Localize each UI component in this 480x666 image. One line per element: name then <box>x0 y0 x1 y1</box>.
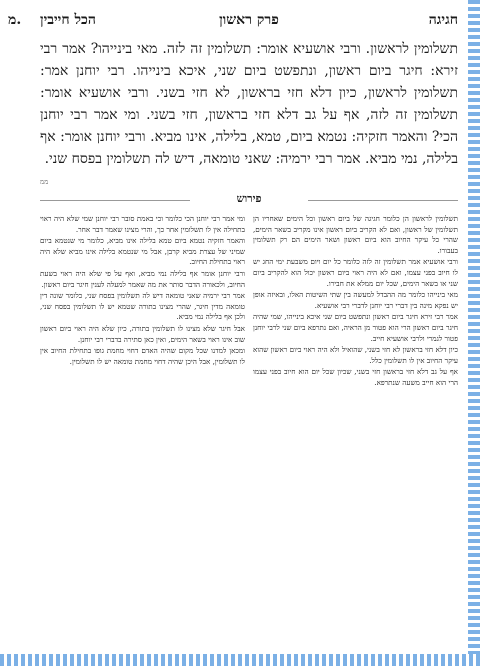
commentary-paragraph: והאמר חזקיה נטמא ביום טמא בלילה אינו מביא, כלומר מי שנטמא ביום שמיני של עצרת מביא קרבן, אבל מי שנטמא בלילה אינו מביא שלא היה ראוי בתחילת החיוב. <box>40 236 245 267</box>
decorative-border-bottom <box>0 654 480 666</box>
commentary-paragraph: אמר רבי ירמיה שאני טומאה דיש לה תשלומין בפסח שני, כלומר שונה דין טומאה מדין חיגר, שהרי מצינו בתורה שטמא יש לו תשלומין בפסח שני, ולכן אף בלילה נמי מביא. <box>40 291 245 322</box>
commentary-paragraph: ורבי יוחנן אומר אף בלילה נמי מביא, ואף על פי שלא היה ראוי בשעת החיוב, ולכאורה הדבר סותר את מה שאמר למעלה לענין חיגר ביום ראשון. <box>40 268 245 289</box>
tractate-name: חגיגה <box>428 12 458 28</box>
commentary-paragraph: אמר רבי זירא חיגר ביום ראשון ונתפשט ביום שני איכא בינייהו, שמי שהיה חיגר ביום ראשון הרי הוא פטור מן הראיה, ואם נתרפא ביום שני לרבי יוחנן פטור לגמרי ולרבי אושעיא חייב. <box>253 312 458 343</box>
commentary-columns <box>40 214 458 632</box>
commentary-paragraph: מאי בינייהו כלומר מה ההבדל למעשה בין שתי השיטות האלו, ובאיזה אופן יש נפקא מינה בין דברי רבי יוחנן לדברי רבי אושעיא. <box>253 290 458 310</box>
commentary-paragraph: כיון דלא חזי בראשון לא חזי בשני, שהואיל ולא היה ראוי ביום ראשון שהוא עיקר החיוב אין לו תשלומין כלל. <box>253 345 458 365</box>
chapter-name: פרק ראשון <box>219 12 279 28</box>
chapter-title: הכל חייבין <box>40 12 96 28</box>
commentary-paragraph: תשלומין לראשון הן כלומר חגיגה של ביום ראשון וכל הימים שאחריו הן תשלומין של ראשון, ואם לא הקריב ביום ראשון אינו מקריב בשאר הימים, שהרי כל עיקר החיוב הוא ביום ראשון ושאר הימים הם רק תשלומין בעבורו. <box>253 214 458 255</box>
section-mark: ממ <box>40 178 49 186</box>
commentary-paragraph: ורבי אושעיא אמר תשלומין זה לזה כלומר כל יום ויום משבעת ימי החג יש לו חיוב בפני עצמו, ואם לא היה ראוי ביום ראשון יכול הוא להקריב ביום שני או בשאר הימים, שכל יום ממלא את חבירו. <box>253 257 458 288</box>
commentary-title: פירוש <box>40 192 458 208</box>
commentary-paragraph: ומי אמר רבי יוחנן הכי כלומר וכי באמת סובר רבי יוחנן שמי שלא היה ראוי בתחילה אין לו תשלומין אחר כך, והרי מצינו שאמר דבר אחר. <box>40 214 245 234</box>
commentary-paragraph: ומכאן למדנו שכל מקום שהיה האדם דחוי מחמת גופו בתחילת החיוב אין לו תשלומין, אבל היכן שהיה דחוי מחמת טומאה יש לו תשלומין. <box>40 346 245 366</box>
page-header <box>40 12 458 34</box>
commentary-paragraph: אף על גב דלא חזי בראשון חזי בשני, שכיון שכל יום הוא חיוב בפני עצמו הרי הוא חייב משעה שנתרפא. <box>253 367 458 387</box>
page-number: מ. <box>8 12 22 28</box>
commentary-paragraph: אבל חיגר שלא מצינו לו תשלומין בתורה, כיון שלא היה ראוי ביום ראשון שוב אינו ראוי בשאר הימים, ואין כאן סתירה בדברי רבי יוחנן. <box>40 323 245 344</box>
commentary-right-column <box>253 214 458 632</box>
main-text: תשלומין לראשון. ורבי אושעיא אומר: תשלומין זה לזה. מאי בינייהו? אמר רבי זירא: חיגר ביום ראשון, ונתפשט ביום שני, איכא בינייהו. רבי יוחנן אמר: תשלומין לראשון, כיון דלא חזי בראשון, לא חזי בשני. ורבי אושעיא אומר: תשלומין זה לזה, אף על גב דלא חזי בראשון, חזי בשני. ומי אמר רבי יוחנן הכי? והאמר חזקיה: נטמא ביום, טמא, בלילה, אינו מביא. ורבי יוחנן אומר: אף בלילה, נמי מביא. אמר רבי ירמיה: שאני טומאה, דיש לה תשלומין בפסח שני. <box>40 41 458 167</box>
commentary-left-column <box>40 214 245 632</box>
decorative-border-right <box>468 0 480 666</box>
